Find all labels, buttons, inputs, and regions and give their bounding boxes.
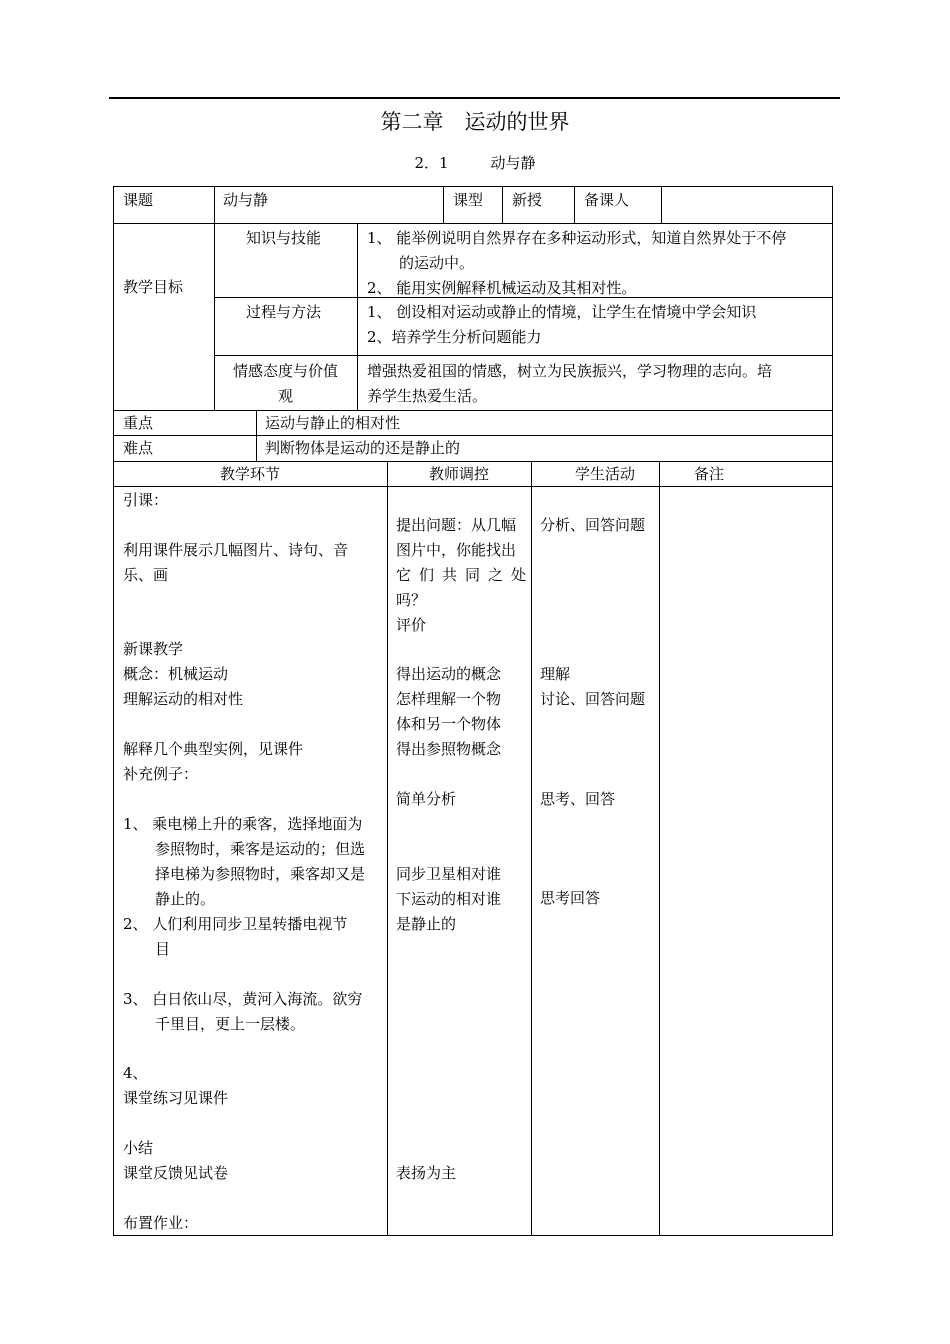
key-point-label: 重点: [123, 414, 154, 432]
process-line-1: 1、 创设相对运动或静止的情境，让学生在情境中学会知识: [367, 303, 757, 321]
step-intro: 引课：: [123, 491, 169, 509]
example-3-line-2: 千里目，更上一层楼。: [155, 1015, 306, 1033]
teacher-satellite-line-1: 同步卫星相对谁: [396, 865, 502, 883]
preparer-label: 备课人: [584, 191, 630, 209]
knowledge-content: [367, 226, 829, 301]
step-homework: 布置作业：: [123, 1214, 199, 1232]
teacher-satellite-line-3: 是静止的: [396, 915, 457, 933]
col-teaching-steps: 教学环节: [219, 465, 280, 483]
type-value: 新授: [512, 191, 543, 209]
student-think-answer: 思考回答: [540, 889, 601, 907]
teacher-concept-line-3: 体和另一个物体: [396, 715, 502, 733]
chapter-title: 第二章 运动的世界: [380, 110, 570, 134]
example-2-line-2: 目: [155, 940, 171, 958]
emotion-content: [367, 359, 829, 409]
step-intro-detail-2: 乐、画: [123, 566, 169, 584]
example-3-line-1: 3、 白日依山尽，黄河入海流。欲穷: [123, 990, 363, 1008]
emotion-line-2: 养学生热爱生活。: [367, 387, 488, 405]
process-content: [367, 300, 829, 350]
teacher-concept-line-4: 得出参照物概念: [396, 740, 502, 758]
col-teacher-control: 教师调控: [428, 465, 489, 483]
emotion-line-1: 增强热爱祖国的情感，树立为民族振兴，学习物理的志向。培: [367, 362, 773, 380]
topic-value: 动与静: [223, 191, 269, 209]
step-summary: 小结: [123, 1139, 154, 1157]
knowledge-line-1b: 的运动中。: [399, 254, 475, 272]
step-relativity: 理解运动的相对性: [123, 690, 244, 708]
difficulty-value: 判断物体是运动的还是静止的: [265, 439, 461, 457]
emotion-label: [214, 359, 357, 409]
teacher-question: [396, 513, 535, 638]
step-examples: 解释几个典型实例，见课件: [123, 740, 304, 758]
example-1-line-2: 参照物时，乘客是运动的；但选: [155, 840, 366, 858]
teacher-satellite-line-2: 下运动的相对谁: [396, 890, 502, 908]
difficulty-label: 难点: [123, 439, 154, 457]
teacher-concept-line-1: 得出运动的概念: [396, 665, 502, 683]
teacher-concept: [396, 662, 528, 762]
teacher-question-line-1: 提出问题：从几幅: [396, 516, 517, 534]
teacher-simple-analysis: 简单分析: [396, 790, 457, 808]
step-supplement: 补充例子：: [123, 765, 199, 783]
step-exercise: 课堂练习见课件: [123, 1089, 229, 1107]
type-label: 课型: [453, 191, 484, 209]
teacher-evaluate: 评价: [396, 616, 427, 634]
example-2-line-1: 2、 人们利用同步卫星转播电视节: [123, 915, 348, 933]
knowledge-line-2: 2、 能用实例解释机械运动及其相对性。: [367, 279, 637, 297]
key-point-value: 运动与静止的相对性: [265, 414, 401, 432]
example-1-line-1: 1、 乘电梯上升的乘客，选择地面为: [123, 815, 363, 833]
step-concept: 概念：机械运动: [123, 665, 229, 683]
emotion-label-line-1: 情感态度与价值: [232, 362, 338, 380]
example-3: [123, 987, 362, 1037]
teacher-praise: 表扬为主: [396, 1164, 457, 1182]
col-student-activity: 学生活动: [574, 465, 635, 483]
example-1-line-4: 静止的。: [155, 890, 216, 908]
topic-label: 课题: [123, 191, 154, 209]
knowledge-label: 知识与技能: [246, 229, 322, 247]
process-line-2: 2、培养学生分析问题能力: [367, 328, 542, 346]
student-analyze: 分析、回答问题: [540, 516, 646, 534]
student-think: 思考、回答: [540, 790, 616, 808]
teacher-satellite: [396, 862, 528, 937]
teacher-question-line-2: 图片中，你能找出: [396, 541, 517, 559]
teacher-concept-line-2: 怎样理解一个物: [396, 690, 502, 708]
section-number: 2．1: [414, 154, 449, 172]
goals-label: 教学目标: [123, 278, 184, 296]
teacher-question-line-3: 它们共同之处: [396, 566, 535, 584]
section-title: 动与静: [490, 154, 536, 172]
student-understand: 理解: [540, 665, 571, 683]
example-4: 4、: [123, 1064, 148, 1082]
example-2: [123, 912, 347, 962]
example-1-line-3: 择电梯为参照物时，乘客却又是: [155, 865, 366, 883]
process-label: 过程与方法: [246, 303, 322, 321]
col-remarks: 备注: [694, 465, 725, 483]
knowledge-line-1: 1、 能举例说明自然界存在多种运动形式，知道自然界处于不停: [367, 229, 787, 247]
example-1: [123, 812, 365, 912]
student-discuss: 讨论、回答问题: [540, 690, 646, 708]
emotion-label-line-2: 观: [277, 387, 293, 405]
teacher-question-line-4: 吗？: [396, 591, 427, 609]
step-new-lesson: 新课教学: [123, 640, 184, 658]
step-intro-detail-1: 利用课件展示几幅图片、诗句、音: [123, 541, 349, 559]
step-feedback: 课堂反馈见试卷: [123, 1164, 229, 1182]
